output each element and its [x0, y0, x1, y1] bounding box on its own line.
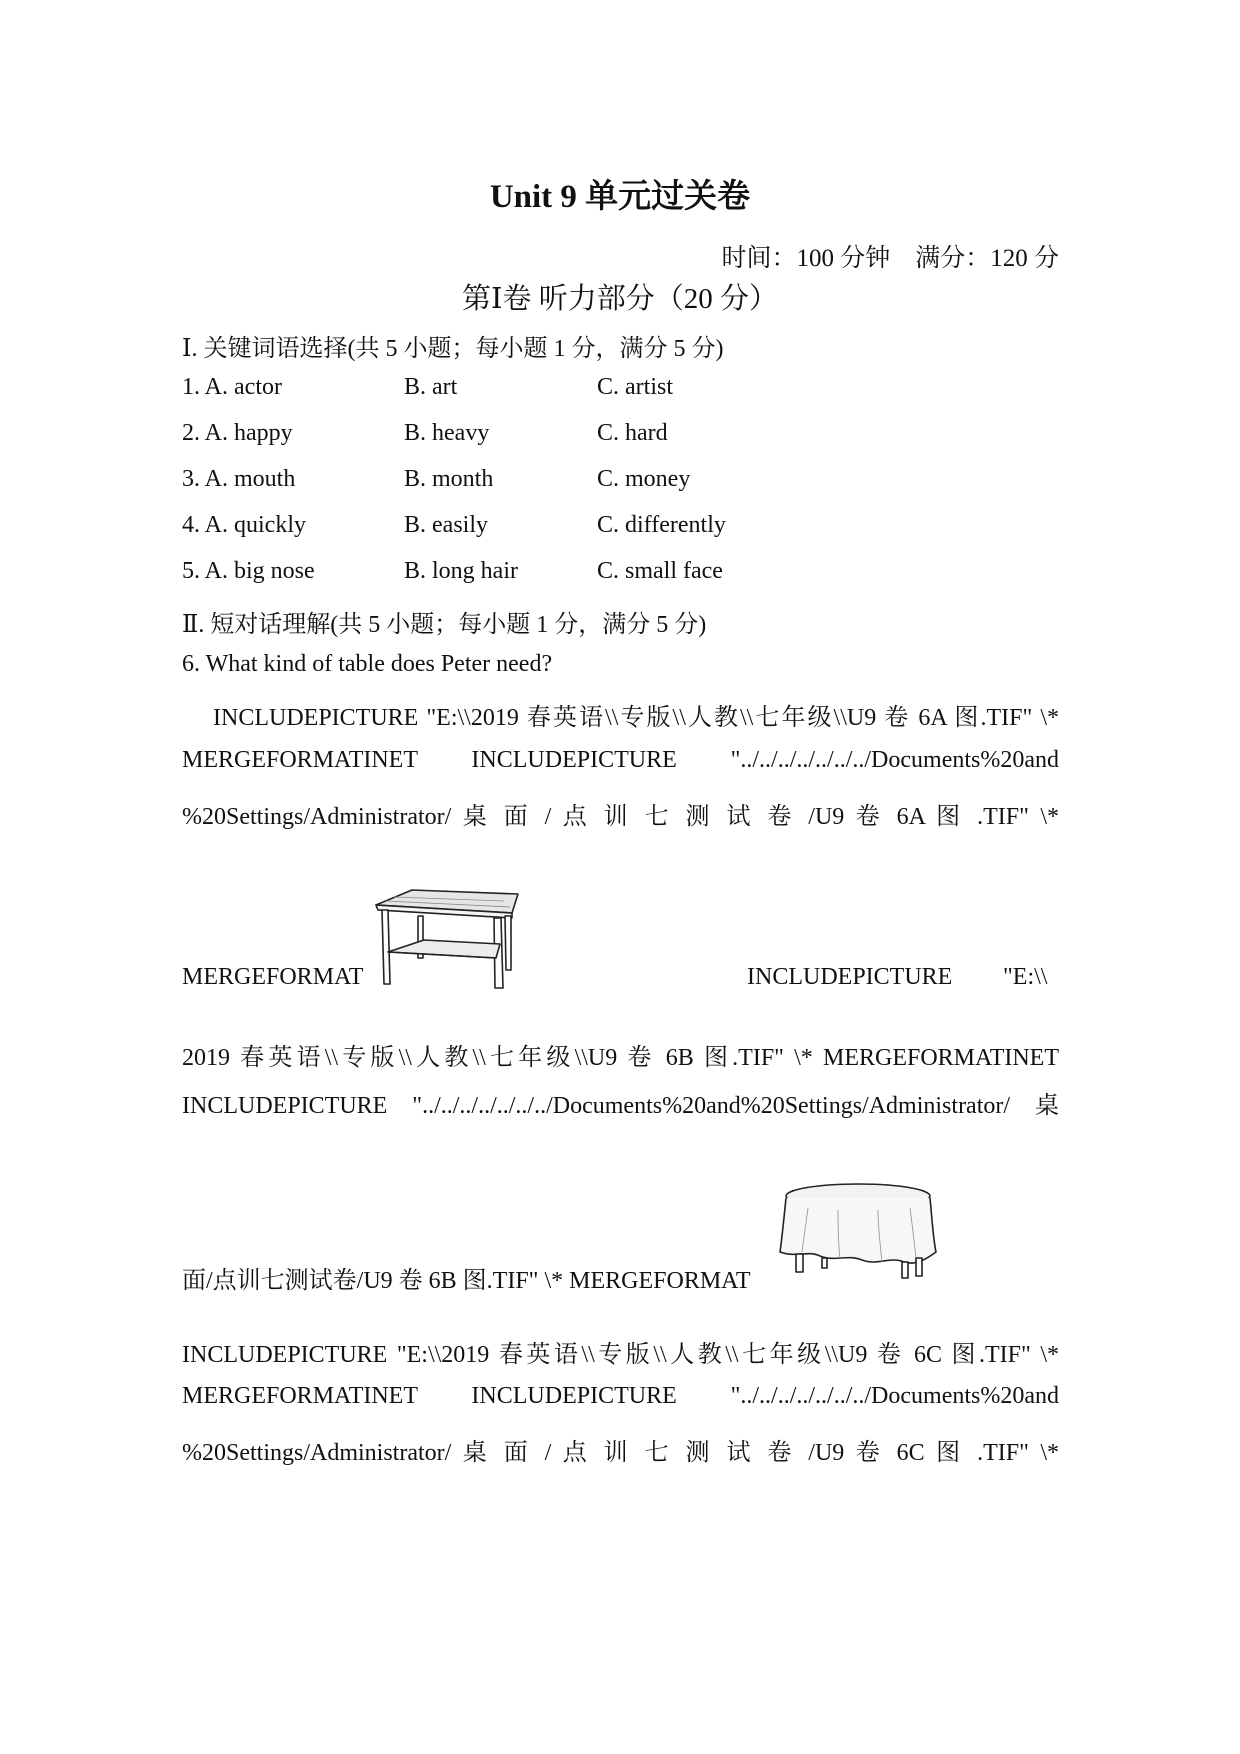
section-2-heading: Ⅱ. 短对话理解(共 5 小题；每小题 1 分，满分 5 分) [182, 612, 707, 638]
option-4a: 4. A. quickly [182, 512, 306, 538]
question-6: 6. What kind of table does Peter need? [182, 651, 553, 677]
option-5b: B. long hair [404, 558, 518, 584]
part-heading: 第Ⅰ卷 听力部分（20 分） [462, 283, 778, 315]
option-4b: B. easily [404, 512, 488, 538]
field-code-line: %20Settings/Administrator/ 桌 面 / 点 训 七 测 试 卷 /U9 卷 6A 图 .TIF" \* [182, 804, 1059, 830]
option-2b: B. heavy [404, 420, 490, 446]
option-3a: 3. A. mouth [182, 466, 296, 492]
option-2a: 2. A. happy [182, 420, 293, 446]
field-code-line: INCLUDEPICTURE "E:\\2019 春英语\\专版\\人教\\七年级\\U9 卷 6C 图.TIF" \* [182, 1342, 1059, 1368]
option-1b: B. art [404, 374, 458, 400]
field-code-line: MERGEFORMATINET INCLUDEPICTURE "../../../../../../../Documents%20and [182, 747, 1059, 773]
field-code-merge: MERGEFORMAT [182, 964, 364, 990]
field-code-line: INCLUDEPICTURE "E:\\2019 春英语\\专版\\人教\\七年级\\U9 卷 6A 图.TIF" \* [213, 705, 1059, 731]
table-a-image [374, 888, 520, 990]
option-3c: C. money [597, 466, 691, 492]
field-code-line: MERGEFORMATINET INCLUDEPICTURE "../../../../../../../Documents%20and [182, 1383, 1059, 1409]
time-score-info: 时间：100 分钟 满分：120 分 [721, 245, 1059, 272]
field-code-merge: 面/点训七测试卷/U9 卷 6B 图.TIF" \* MERGEFORMAT [182, 1268, 751, 1294]
option-5c: C. small face [597, 558, 723, 584]
field-code-start: "E:\\ [1003, 964, 1048, 990]
field-code-line: 2019 春英语\\专版\\人教\\七年级\\U9 卷 6B 图.TIF" \* MERGEFORMATINET [182, 1045, 1059, 1071]
field-code-start: INCLUDEPICTURE [747, 964, 953, 990]
field-code-line: %20Settings/Administrator/ 桌 面 / 点 训 七 测 试 卷 /U9 卷 6C 图 .TIF" \* [182, 1440, 1059, 1466]
table-b-image [778, 1182, 940, 1282]
exam-title: Unit 9 单元过关卷 [489, 179, 751, 215]
option-1a: 1. A. actor [182, 374, 282, 400]
option-3b: B. month [404, 466, 494, 492]
option-1c: C. artist [597, 374, 673, 400]
field-code-line: INCLUDEPICTURE "../../../../../../../Documents%20and%20Settings/Administrator/ 桌 [182, 1093, 1059, 1119]
option-4c: C. differently [597, 512, 726, 538]
option-5a: 5. A. big nose [182, 558, 315, 584]
section-1-heading: Ⅰ. 关键词语选择(共 5 小题；每小题 1 分，满分 5 分) [182, 336, 724, 362]
option-2c: C. hard [597, 420, 668, 446]
